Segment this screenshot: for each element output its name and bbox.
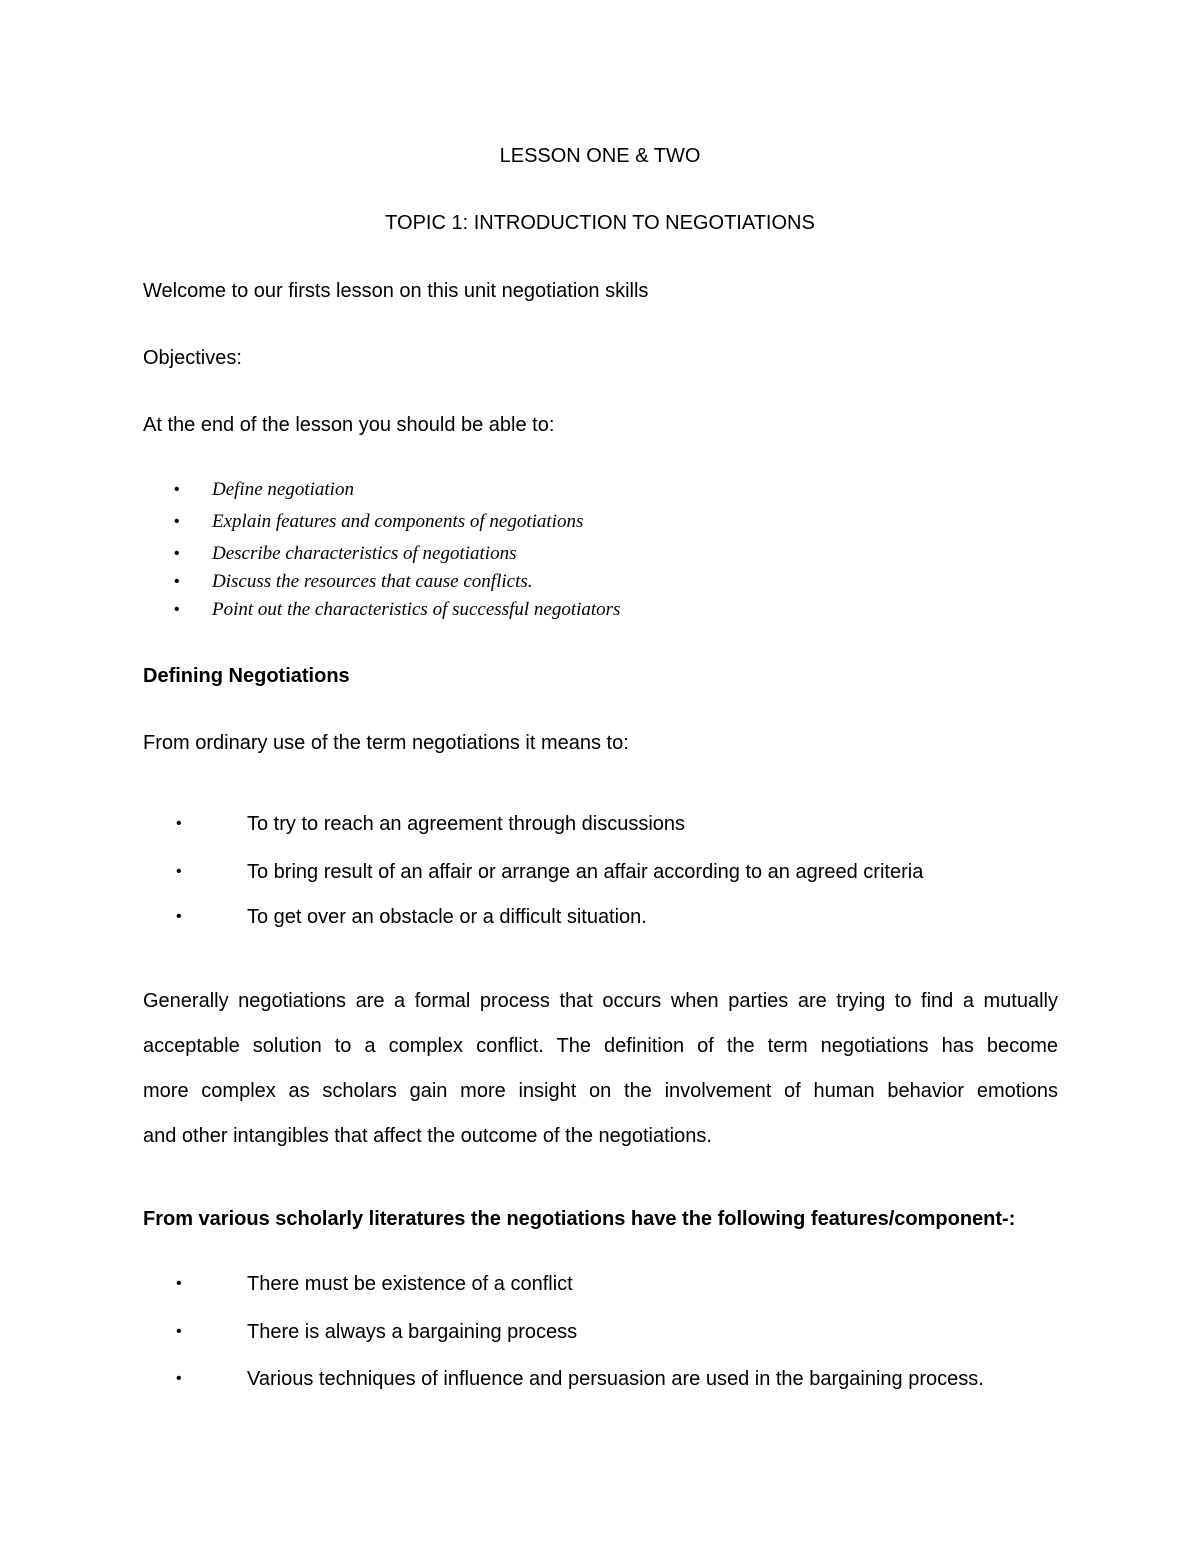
bullet-icon: • xyxy=(174,481,180,498)
list-item: Various techniques of influence and persuasion are used in the bargaining process. xyxy=(247,1368,984,1390)
bullet-icon: • xyxy=(174,601,180,618)
welcome-text: Welcome to our firsts lesson on this unit negotiation skills xyxy=(143,280,649,302)
objective-item: Discuss the resources that cause conflicts. xyxy=(212,571,533,592)
bullet-icon: • xyxy=(174,513,180,530)
paragraph-line: more complex as scholars gain more insight on the involvement of human behavior emotions xyxy=(143,1080,1058,1102)
list-item: To try to reach an agreement through discussions xyxy=(247,813,686,835)
bullet-icon: • xyxy=(176,908,182,925)
list-item: There is always a bargaining process xyxy=(247,1321,578,1343)
paragraph-line: and other intangibles that affect the outcome of the negotiations. xyxy=(143,1125,712,1147)
objective-item: Describe characteristics of negotiations xyxy=(212,543,517,564)
objective-item: Point out the characteristics of successful negotiators xyxy=(212,599,621,620)
list-item: To get over an obstacle or a difficult situation. xyxy=(247,906,647,928)
bullet-icon: • xyxy=(176,1370,182,1387)
objectives-intro: At the end of the lesson you should be able to: xyxy=(143,414,555,436)
bullet-icon: • xyxy=(174,545,180,562)
defining-heading: Defining Negotiations xyxy=(143,665,350,687)
ordinary-intro: From ordinary use of the term negotiations it means to: xyxy=(143,732,629,754)
paragraph-line: Generally negotiations are a formal process that occurs when parties are trying to find a mutually xyxy=(143,990,1058,1012)
bullet-icon: • xyxy=(176,1275,182,1292)
paragraph-line: acceptable solution to a complex conflict. The definition of the term negotiations has become xyxy=(143,1035,1058,1057)
bullet-icon: • xyxy=(176,1323,182,1340)
objective-item: Define negotiation xyxy=(212,479,354,500)
lesson-title: LESSON ONE & TWO xyxy=(499,145,701,167)
topic-title: TOPIC 1: INTRODUCTION TO NEGOTIATIONS xyxy=(385,212,815,234)
list-item: To bring result of an affair or arrange an affair according to an agreed criteria xyxy=(247,861,924,883)
bullet-icon: • xyxy=(174,573,180,590)
objective-item: Explain features and components of negotiations xyxy=(212,511,584,532)
bullet-icon: • xyxy=(176,863,182,880)
list-item: There must be existence of a conflict xyxy=(247,1273,573,1295)
objectives-label: Objectives: xyxy=(143,347,242,369)
bullet-icon: • xyxy=(176,815,182,832)
features-heading: From various scholarly literatures the negotiations have the following features/component-: xyxy=(143,1208,1016,1230)
